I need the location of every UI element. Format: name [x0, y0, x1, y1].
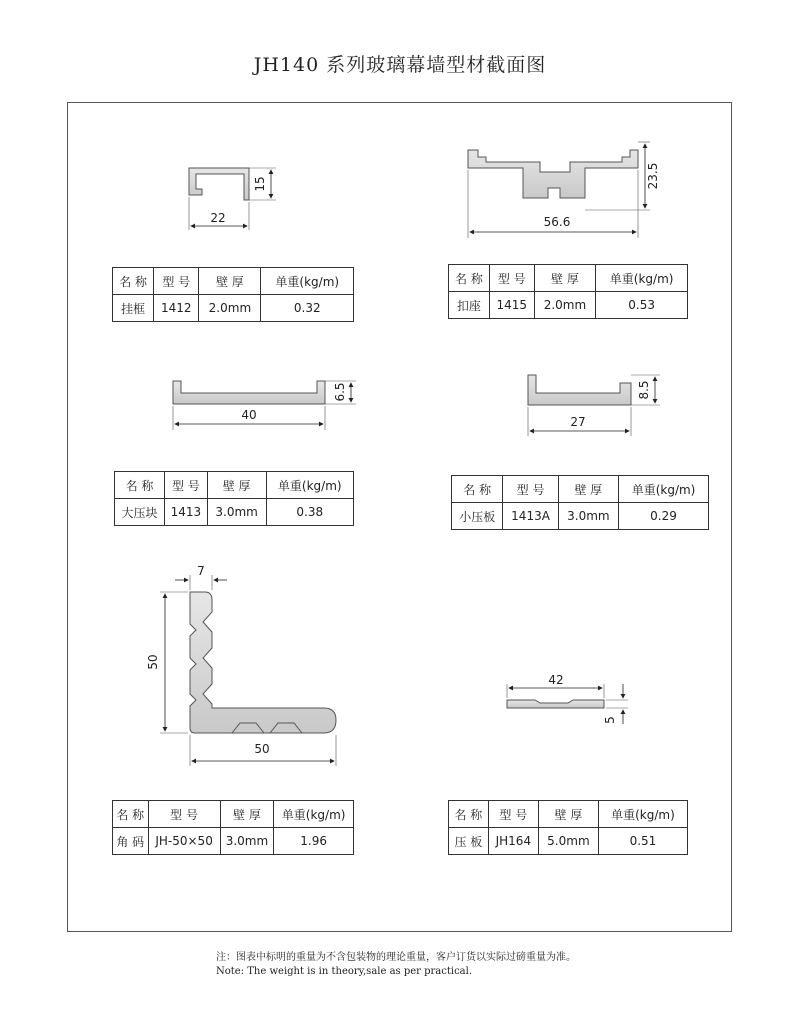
header-model: 型 号: [154, 268, 199, 295]
cell-weight: 0.38: [266, 499, 354, 526]
dim-jh164-width: 42: [548, 673, 564, 687]
page-title: JH140 系列玻璃幕墙型材截面图: [253, 54, 547, 76]
header-model: 型 号: [488, 801, 538, 828]
cell-model: JH-50×50: [148, 828, 220, 855]
dim-1413a-height: 8.5: [637, 380, 651, 400]
cell-wall: 3.0mm: [558, 503, 618, 530]
header-wall: 壁 厚: [199, 268, 261, 295]
header-weight: 单重(kg/m): [266, 472, 354, 499]
spec-table-1415: [448, 264, 688, 319]
cell-weight: 0.29: [619, 503, 709, 530]
profile-1412-drawing: [189, 168, 276, 230]
spec-table-1413: [114, 471, 354, 526]
header-model: 型 号: [165, 472, 208, 499]
dim-1413a-width: 27: [570, 415, 586, 429]
cell-name: 大压块: [115, 499, 165, 526]
spec-table-1412: [112, 267, 354, 322]
header-wall: 壁 厚: [220, 801, 274, 828]
header-name: 名 称: [115, 472, 165, 499]
cell-name: 压 板: [449, 828, 489, 855]
cell-model: 1415: [489, 292, 534, 319]
dim-jh50-width: 50: [254, 742, 270, 756]
header-name: 名 称: [113, 268, 154, 295]
footer-note-cn: 注：图表中标明的重量为不含包装物的理论重量，客户订货以实际过磅重量为准。: [216, 952, 576, 963]
cell-model: 1413A: [503, 503, 558, 530]
dim-1412-height: 15: [253, 176, 267, 192]
dim-1415-height: 23.5: [646, 162, 660, 190]
header-name: 名 称: [449, 801, 489, 828]
cell-wall: 2.0mm: [199, 295, 261, 322]
spec-table-jh164: [448, 800, 688, 855]
footer-note: [216, 951, 576, 979]
cell-weight: 1.96: [274, 828, 354, 855]
header-weight: 单重(kg/m): [619, 476, 709, 503]
header-name: 名 称: [452, 476, 503, 503]
dim-1413-height: 6.5: [333, 382, 347, 402]
header-name: 名 称: [113, 801, 149, 828]
header-wall: 壁 厚: [207, 472, 266, 499]
cell-weight: 0.53: [596, 292, 688, 319]
cell-name: 扣座: [449, 292, 490, 319]
cell-wall: 5.0mm: [538, 828, 598, 855]
header-weight: 单重(kg/m): [274, 801, 354, 828]
cell-weight: 0.51: [598, 828, 687, 855]
cell-weight: 0.32: [261, 295, 354, 322]
cell-name: 挂框: [113, 295, 154, 322]
cell-model: JH164: [488, 828, 538, 855]
spec-table-jh50x50: [112, 800, 354, 855]
cell-model: 1413: [165, 499, 208, 526]
header-wall: 壁 厚: [534, 265, 596, 292]
profile-jh164-drawing: [507, 673, 628, 724]
cell-wall: 3.0mm: [207, 499, 266, 526]
header-wall: 壁 厚: [558, 476, 618, 503]
header-weight: 单重(kg/m): [261, 268, 354, 295]
profile-1415-drawing: [468, 142, 660, 238]
cell-model: 1412: [154, 295, 199, 322]
profile-jh50x50-drawing: [146, 564, 336, 766]
header-weight: 单重(kg/m): [598, 801, 687, 828]
spec-table-1413a: [451, 475, 709, 530]
dim-1415-width: 56.6: [543, 215, 571, 229]
header-name: 名 称: [449, 265, 490, 292]
cell-wall: 2.0mm: [534, 292, 596, 319]
profile-1413a-drawing: [528, 375, 660, 436]
dim-jh164-height: 5: [603, 716, 617, 724]
header-model: 型 号: [503, 476, 558, 503]
footer-note-en: Note: The weight is in theory,sale as per practical.: [216, 966, 473, 977]
profile-1413-drawing: [173, 381, 356, 430]
dim-1412-width: 22: [210, 211, 226, 225]
dim-jh50-height: 50: [146, 654, 160, 670]
dim-jh50-thickness: 7: [197, 564, 205, 578]
cell-wall: 3.0mm: [220, 828, 274, 855]
header-wall: 壁 厚: [538, 801, 598, 828]
cell-name: 小压板: [452, 503, 503, 530]
header-model: 型 号: [489, 265, 534, 292]
dim-1413-width: 40: [241, 408, 257, 422]
header-model: 型 号: [148, 801, 220, 828]
cell-name: 角 码: [113, 828, 149, 855]
header-weight: 单重(kg/m): [596, 265, 688, 292]
